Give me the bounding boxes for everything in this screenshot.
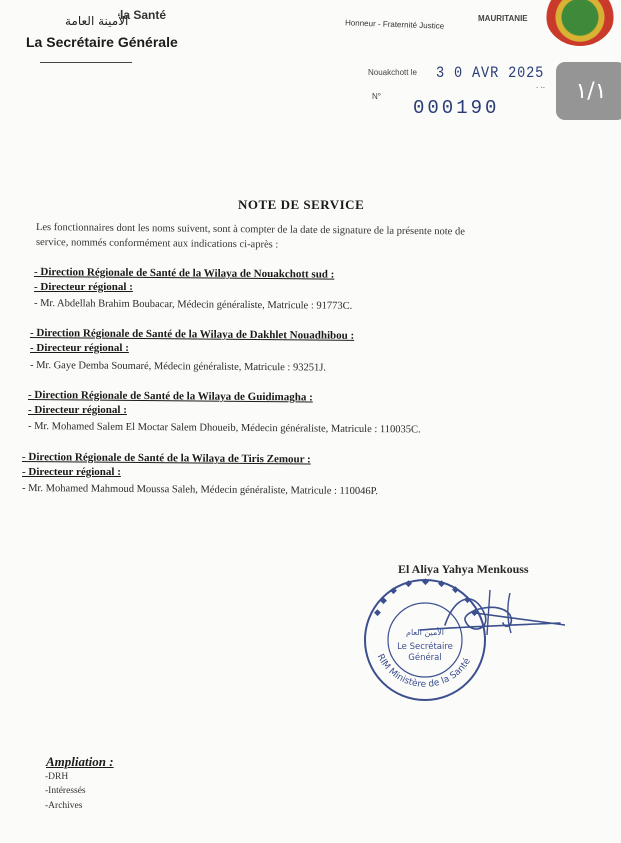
date-label: Nouakchott le — [368, 68, 417, 77]
svg-text:◆: ◆ — [422, 576, 429, 586]
svg-text:◆: ◆ — [452, 584, 459, 594]
ampliation-item: -Archives — [45, 801, 83, 811]
ampliation-item: -DRH — [45, 772, 69, 782]
header-partial-text: la Santé — [120, 8, 167, 22]
signatory-name: El Aliya Yahya Menkouss — [398, 562, 529, 576]
svg-text:◆: ◆ — [374, 607, 381, 617]
section-person: - Mr. Abdellah Brahim Boubacar, Médecin généraliste, Matricule : 91773C. — [33, 298, 353, 312]
reference-number: 000190 — [413, 97, 500, 119]
date-stamp: 3 0 AVR 2025 — [436, 64, 545, 82]
ampliation-title: Ampliation : — [46, 754, 114, 769]
header-title: La Secrétaire Générale — [26, 34, 178, 50]
national-motto: Honneur - Fraternité Justice — [344, 18, 445, 31]
section-person: - Mr. Gaye Demba Soumaré, Médecin généraliste, Matricule : 93251J. — [29, 360, 327, 374]
handwritten-signature-icon — [415, 585, 565, 645]
svg-text:◆: ◆ — [471, 607, 478, 617]
section-role: - Directeur régional : — [28, 404, 127, 416]
header-divider — [40, 62, 132, 63]
ampliation-item: -Intéressés — [45, 786, 86, 796]
section-direction: - Direction Régionale de Santé de la Wilaya de Tiris Zemour : — [21, 451, 311, 466]
section-person: - Mr. Mohamed Salem El Moctar Salem Dhoueib, Médecin généraliste, Matricule : 110035C. — [27, 421, 421, 436]
country-name-partial: MAURITANIE — [478, 14, 528, 23]
number-label: N° — [372, 92, 381, 101]
page-counter-badge[interactable]: ١/١ — [556, 62, 621, 120]
stamp-arabic: الأمين العام — [405, 628, 445, 637]
svg-text:◆: ◆ — [380, 595, 387, 605]
stamp-center-line-2: Général — [408, 653, 442, 663]
section-role: - Directeur régional : — [30, 342, 129, 354]
stamp-ring-text: RIM Ministère de la Santé — [374, 652, 473, 690]
svg-text:◆: ◆ — [390, 585, 397, 595]
section-role: - Directeur régional : — [22, 466, 121, 478]
section-direction: - Direction Régionale de Santé de la Wilaya de Guidimagha : — [27, 389, 313, 404]
intro-line-2: service, nommés conformément aux indications ci-après : — [35, 237, 279, 251]
section-person: - Mr. Mohamed Mahmoud Moussa Saleh, Médecin généraliste, Matricule : 110046P. — [21, 483, 379, 498]
date-dots: . .. — [536, 80, 545, 90]
intro-line-1: Les fonctionnaires dont les noms suivent, sont à compter de la date de signature de la présente note de — [35, 222, 465, 238]
svg-text:◆: ◆ — [438, 578, 445, 588]
document-title: NOTE DE SERVICE — [238, 197, 365, 212]
section-direction: - Direction Régionale de Santé de la Wilaya de Dakhlet Nouadhibou : — [29, 327, 355, 342]
svg-text:◆: ◆ — [464, 594, 471, 604]
stamp-center-line-1: Le Secrétaire — [397, 642, 453, 652]
svg-text:◆: ◆ — [405, 578, 412, 588]
section-role: - Directeur régional : — [34, 281, 133, 293]
national-emblem-icon — [545, 0, 615, 46]
section-direction: - Direction Régionale de Santé de la Wilaya de Nouakchott sud : — [33, 266, 335, 281]
header-arabic-title: الأمينة العامة — [65, 14, 129, 28]
